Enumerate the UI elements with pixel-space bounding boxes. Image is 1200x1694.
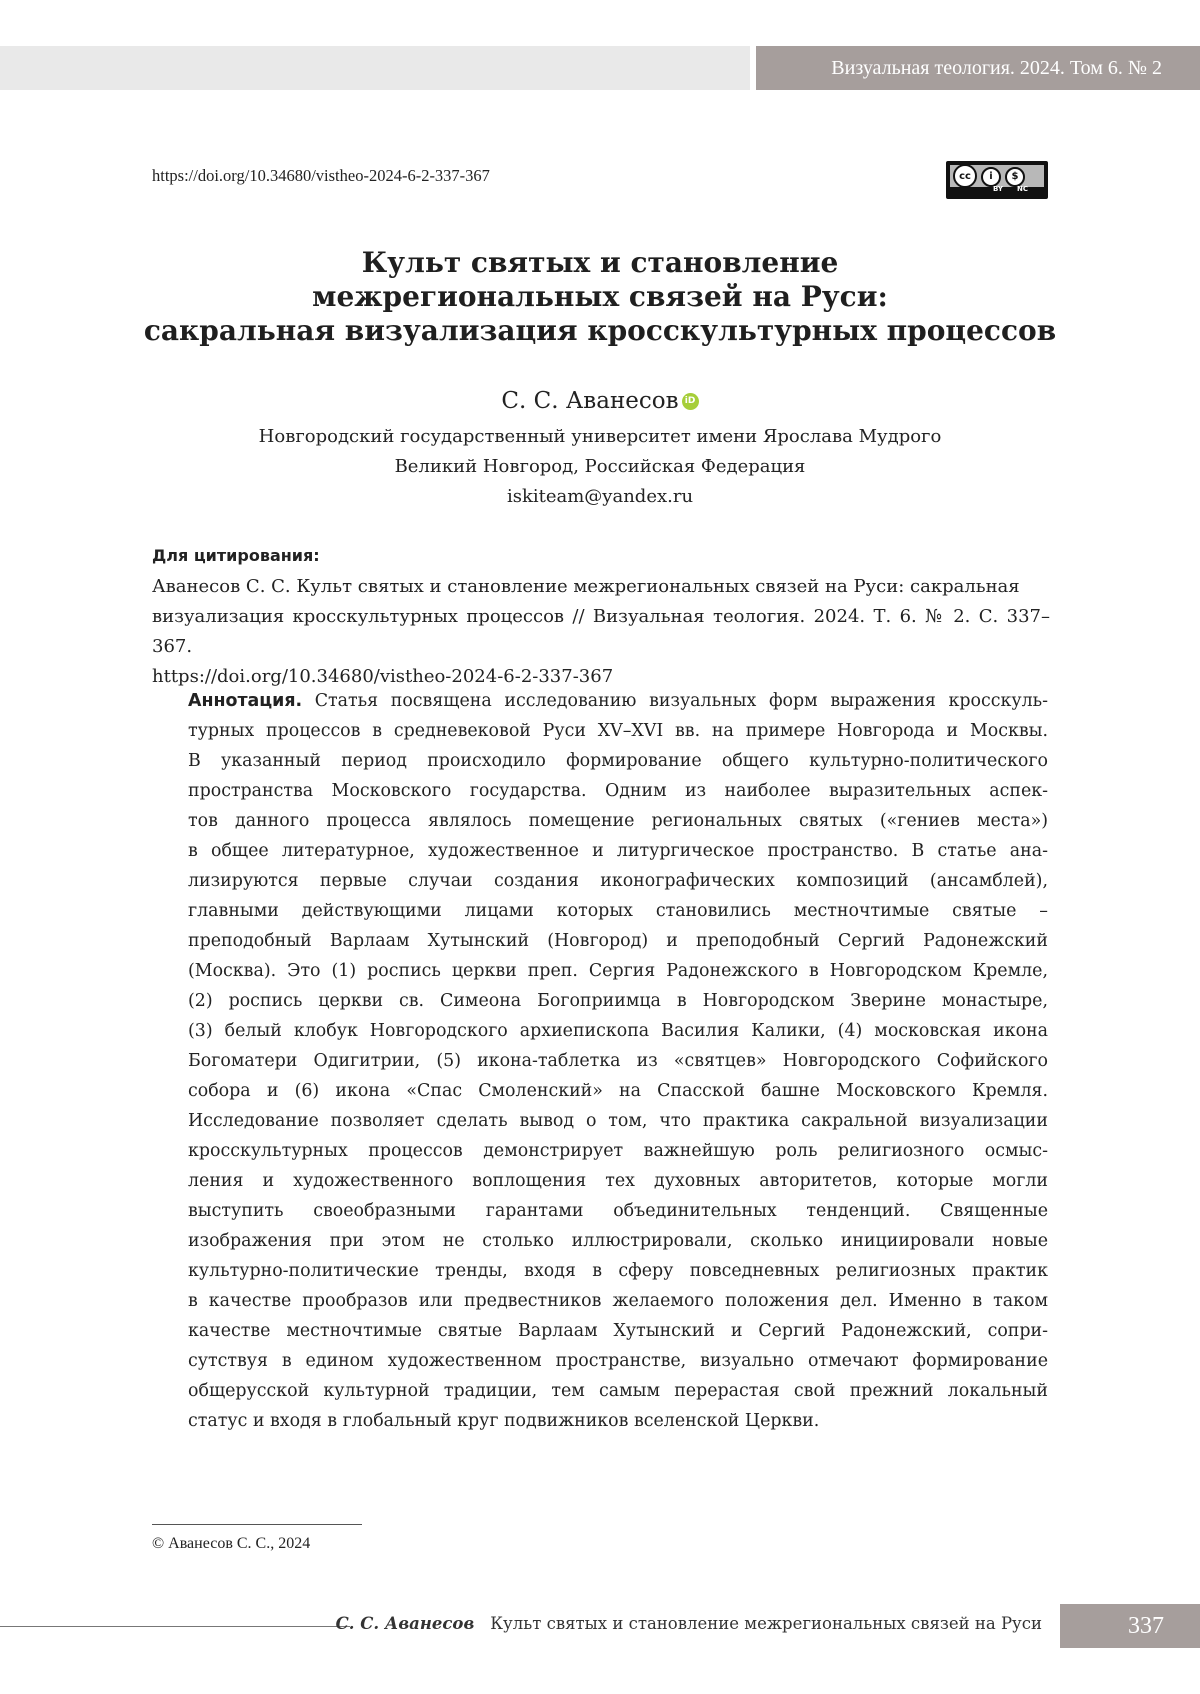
footnote-rule — [152, 1524, 362, 1525]
citation-line: визуализация кросскультурных процессов // Визуальная теология. 2024. Т. 6. № 2. С. 337–367. — [152, 602, 1050, 662]
abstract-line: Исследование позволяет сделать вывод о том, что практика сакральной визуализации — [188, 1106, 1048, 1136]
abstract-line: собора и (6) икона «Спас Смоленский» на Спасской башне Московского Кремля. — [188, 1076, 1048, 1106]
footer-author: С. С. Аванесов — [336, 1614, 475, 1633]
citation-doi-link[interactable]: https://doi.org/10.34680/vistheo-2024-6-2-337-367 — [152, 662, 1050, 692]
title-line: Культ святых и становление — [100, 246, 1100, 280]
by-person-icon: i — [981, 167, 1001, 187]
footer-title: Культ святых и становление межрегиональных связей на Руси — [490, 1614, 1042, 1633]
footer-rule — [0, 1626, 350, 1627]
abstract-line: В указанный период происходило формирование общего культурно-политического — [188, 746, 1048, 776]
abstract-label: Аннотация. — [188, 691, 302, 711]
cc-nc-label: NC — [1017, 185, 1028, 197]
abstract-line: качестве местночтимые святые Варлаам Хутынский и Сергий Радонежский, сопри- — [188, 1316, 1048, 1346]
cc-by-label: BY — [993, 185, 1003, 197]
doi-link[interactable]: https://doi.org/10.34680/vistheo-2024-6-2-337-367 — [152, 166, 490, 186]
abstract-line: пространства Московского государства. Одним из наиболее выразительных аспек- — [188, 776, 1048, 806]
abstract-line: кросскультурных процессов демонстрирует важнейшую роль религиозного осмыс- — [188, 1136, 1048, 1166]
author-city: Великий Новгород, Российская Федерация — [100, 456, 1100, 477]
abstract-line: в качестве прообразов или предвестников желаемого положения дел. Именно в таком — [188, 1286, 1048, 1316]
citation-line: Аванесов С. С. Культ святых и становление межрегиональных связей на Руси: сакральная — [152, 572, 1050, 602]
author-email[interactable]: iskiteam@yandex.ru — [100, 486, 1100, 507]
citation-heading: Для цитирования: — [152, 546, 320, 565]
abstract-line: статус и входя в глобальный круг подвижников вселенской Церкви. — [188, 1406, 1048, 1436]
title-line: сакральная визуализация кросскультурных процессов — [100, 314, 1100, 348]
abstract-line: в общее литературное, художественное и литургическое пространство. В статье ана- — [188, 836, 1048, 866]
citation-text — [152, 572, 1050, 692]
page-number: 337 — [1128, 1613, 1164, 1640]
abstract-line: лизируются первые случаи создания иконографических композиций (ансамблей), — [188, 866, 1048, 896]
author-name: С. С. Аванесов — [501, 388, 678, 414]
abstract-first-text: Статья посвящена исследованию визуальных форм выражения кросскуль- — [302, 691, 1048, 711]
abstract-line: изображения при этом не столько иллюстрировали, сколько инициировали новые — [188, 1226, 1048, 1256]
abstract-line: Богоматери Одигитрии, (5) икона-таблетка из «святцев» Новгородского Софийского — [188, 1046, 1048, 1076]
cc-icons — [950, 165, 1044, 187]
abstract — [188, 686, 1048, 1436]
abstract-line — [188, 686, 1048, 716]
cc-icon: cc — [953, 164, 977, 188]
copyright-footnote: © Аванесов С. С., 2024 — [152, 1535, 310, 1553]
abstract-line: выступить своеобразными гарантами объединительных тенденций. Священные — [188, 1196, 1048, 1226]
abstract-line: ления и художественного воплощения тех духовных авторитетов, которые могли — [188, 1166, 1048, 1196]
cc-license-badge[interactable] — [946, 161, 1048, 199]
article-title — [100, 246, 1100, 348]
page-number-box — [1060, 1604, 1200, 1648]
abstract-line: сутствуя в едином художественном пространстве, визуально отмечают формирование — [188, 1346, 1048, 1376]
title-line: межрегиональных связей на Руси: — [100, 280, 1100, 314]
abstract-line: (2) роспись церкви св. Симеона Богоприимца в Новгородском Зверине монастыре, — [188, 986, 1048, 1016]
abstract-line: турных процессов в средневековой Руси XV–XVI вв. на примере Новгорода и Москвы. — [188, 716, 1048, 746]
header-band — [0, 46, 750, 90]
journal-header — [756, 46, 1200, 90]
orcid-icon[interactable]: iD — [682, 393, 699, 410]
nc-dollar-icon: $ — [1005, 167, 1025, 187]
running-footer — [336, 1614, 1042, 1633]
abstract-line: (3) белый клобук Новгородского архиепископа Василия Калики, (4) московская икона — [188, 1016, 1048, 1046]
abstract-line: (Москва). Это (1) роспись церкви преп. Сергия Радонежского в Новгородском Кремле, — [188, 956, 1048, 986]
abstract-line: главными действующими лицами которых становились местночтимые святые – — [188, 896, 1048, 926]
abstract-line: преподобный Варлаам Хутынский (Новгород) и преподобный Сергий Радонежский — [188, 926, 1048, 956]
author-line — [100, 388, 1100, 414]
abstract-line: общерусской культурной традиции, тем самым перерастая свой прежний локальный — [188, 1376, 1048, 1406]
journal-title: Визуальная теология. 2024. Том 6. № 2 — [831, 57, 1162, 80]
cc-labels — [948, 185, 1046, 197]
abstract-line: тов данного процесса являлось помещение региональных святых («гениев места») — [188, 806, 1048, 836]
author-affiliation: Новгородский государственный университет имени Ярослава Мудрого — [100, 426, 1100, 447]
abstract-line: культурно-политические тренды, входя в сферу повседневных религиозных практик — [188, 1256, 1048, 1286]
